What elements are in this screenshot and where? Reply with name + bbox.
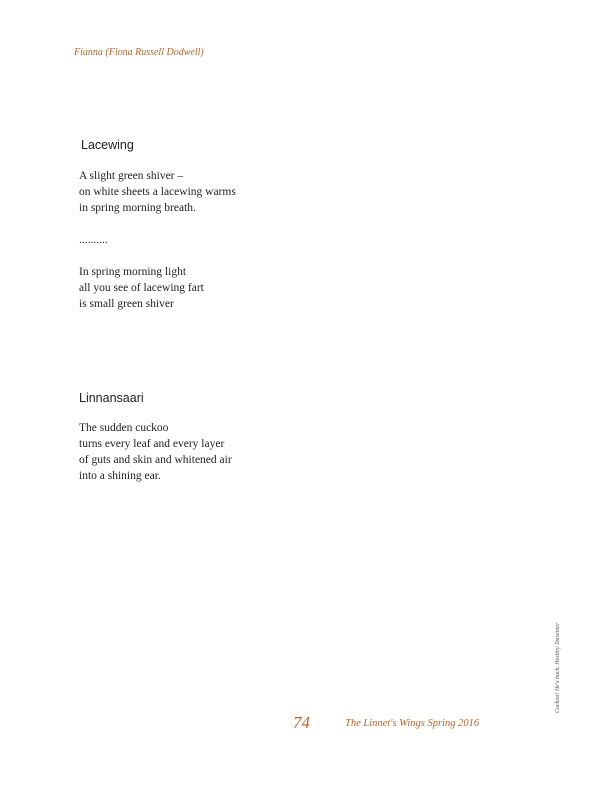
separator-dots: .......... — [79, 234, 108, 246]
poem-title-linnansaari: Linnansaari — [79, 391, 144, 405]
poem-line: into a shining ear. — [79, 470, 161, 482]
poem-line: turns every leaf and every layer — [79, 438, 225, 450]
poem-line: In spring morning light — [79, 266, 187, 278]
poem-line: of guts and skin and whitened air — [79, 454, 232, 466]
poem-line: in spring morning breath. — [79, 202, 196, 214]
journal-title: The Linnet's Wings Spring 2016 — [345, 718, 480, 729]
side-image-credit: Cuckoo! He's back. Hestiny Duvenier — [555, 622, 561, 713]
stanza — [79, 264, 236, 312]
stanza-separator — [79, 232, 236, 248]
poem-line: A slight green shiver – — [79, 170, 184, 182]
stanza — [79, 168, 236, 216]
poem-body-lacewing — [79, 168, 236, 312]
poem-line: all you see of lacewing fart — [79, 282, 204, 294]
poem-body-linnansaari — [79, 420, 232, 484]
poem-title-lacewing: Lacewing — [81, 138, 134, 152]
poem-line: on white sheets a lacewing warms — [79, 186, 236, 198]
poem-line: The sudden cuckoo — [79, 422, 169, 434]
stanza — [79, 420, 232, 484]
page-number: 74 — [293, 713, 310, 732]
header-author: Fianna (Fiona Russell Dodwell) — [74, 47, 204, 58]
poem-line: is small green shiver — [79, 298, 174, 310]
